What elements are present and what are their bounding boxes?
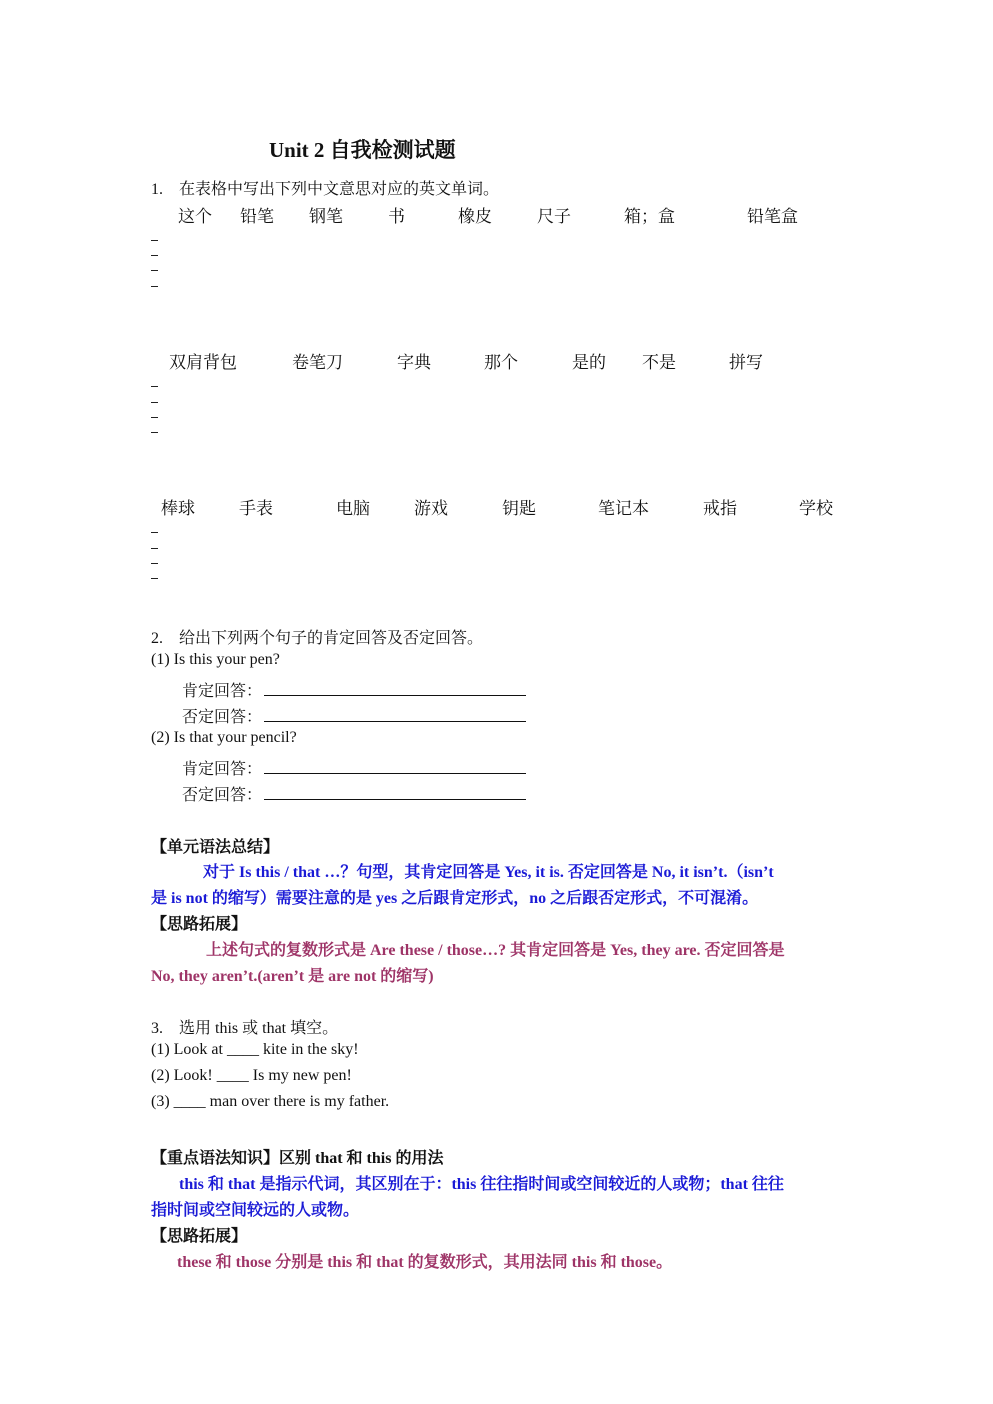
q3-item: (1) Look at ____ kite in the sky! [151,1041,359,1058]
answer-row [182,704,526,727]
answer-blank[interactable] [264,785,526,800]
blank-mark [151,548,158,549]
blank-mark [151,402,158,403]
blank-mark [151,255,158,256]
answer-row [182,782,526,805]
answer-row [182,678,526,701]
key-grammar-line: this 和 that 是指示代词，其区别在于：this 往往指时间或空间较近的人或物；that 往往 [179,1176,784,1193]
word: 电脑 [336,499,370,518]
q2-heading: 2. 给出下列两个句子的肯定回答及否定回答。 [151,630,484,647]
blank-mark [151,532,158,533]
q2-sentence-2: (2) Is that your pencil? [151,729,297,746]
word: 那个 [484,353,518,372]
answer-blank[interactable] [264,681,526,696]
extension-header: 【思路拓展】 [151,1228,248,1245]
word: 尺子 [537,207,571,226]
q2-sentence-1: (1) Is this your pen? [151,651,280,668]
word: 笔记本 [598,499,649,518]
word: 这个 [178,207,212,226]
word: 棒球 [161,499,195,518]
word: 箱；盒 [624,207,675,226]
positive-answer-label: 肯定回答： [182,761,263,778]
q3-item: (3) ____ man over there is my father. [151,1093,390,1110]
word: 游戏 [414,499,448,518]
q3-item: (2) Look! ____ Is my new pen! [151,1067,352,1084]
grammar-summary-header: 【单元语法总结】 [151,839,280,856]
word: 橡皮 [458,207,492,226]
extension-header: 【思路拓展】 [151,916,248,933]
negative-answer-label: 否定回答： [182,709,263,726]
extension-line: No, they aren’t.(aren’t 是 are not 的缩写) [151,968,434,985]
negative-answer-label: 否定回答： [182,787,263,804]
blank-mark [151,286,158,287]
q3-heading: 3. 选用 this 或 that 填空。 [151,1020,339,1037]
answer-blank[interactable] [264,759,526,774]
word: 铅笔 [240,207,274,226]
grammar-summary-line: 对于 Is this / that …？句型，其肯定回答是 Yes, it is. 否定回答是 No, it isn’t.（isn’t [203,864,774,881]
word: 书 [388,207,405,226]
blank-mark [151,417,158,418]
page-title: Unit 2 自我检测试题 [269,138,456,162]
blank-mark [151,563,158,564]
blank-mark [151,270,158,271]
blank-mark [151,386,158,387]
answer-row [182,756,526,779]
answer-blank[interactable] [264,707,526,722]
word: 手表 [239,499,273,518]
word: 戒指 [703,499,737,518]
blank-mark [151,578,158,579]
blank-mark [151,432,158,433]
key-grammar-line: 指时间或空间较远的人或物。 [151,1202,360,1219]
grammar-summary-line: 是 is not 的缩写）需要注意的是 yes 之后跟肯定形式，no 之后跟否定形式，不可混淆。 [151,890,759,907]
word: 不是 [642,353,676,372]
q1-heading: 1. 在表格中写出下列中文意思对应的英文单词。 [151,181,500,198]
positive-answer-label: 肯定回答： [182,683,263,700]
key-grammar-header: 【重点语法知识】区别 that 和 this 的用法 [151,1150,444,1167]
word: 双肩背包 [169,353,237,372]
word: 字典 [397,353,431,372]
word: 学校 [799,499,833,518]
word: 是的 [572,353,606,372]
extension-line: 上述句式的复数形式是 Are these / those…? 其肯定回答是 Yes, they are. 否定回答是 [206,942,785,959]
extension-line: these 和 those 分别是 this 和 that 的复数形式，其用法同 this 和 those。 [177,1254,673,1271]
blank-mark [151,240,158,241]
word: 铅笔盒 [747,207,798,226]
word: 卷笔刀 [292,353,343,372]
word: 拼写 [729,353,763,372]
word: 钢笔 [309,207,343,226]
word: 钥匙 [502,499,536,518]
